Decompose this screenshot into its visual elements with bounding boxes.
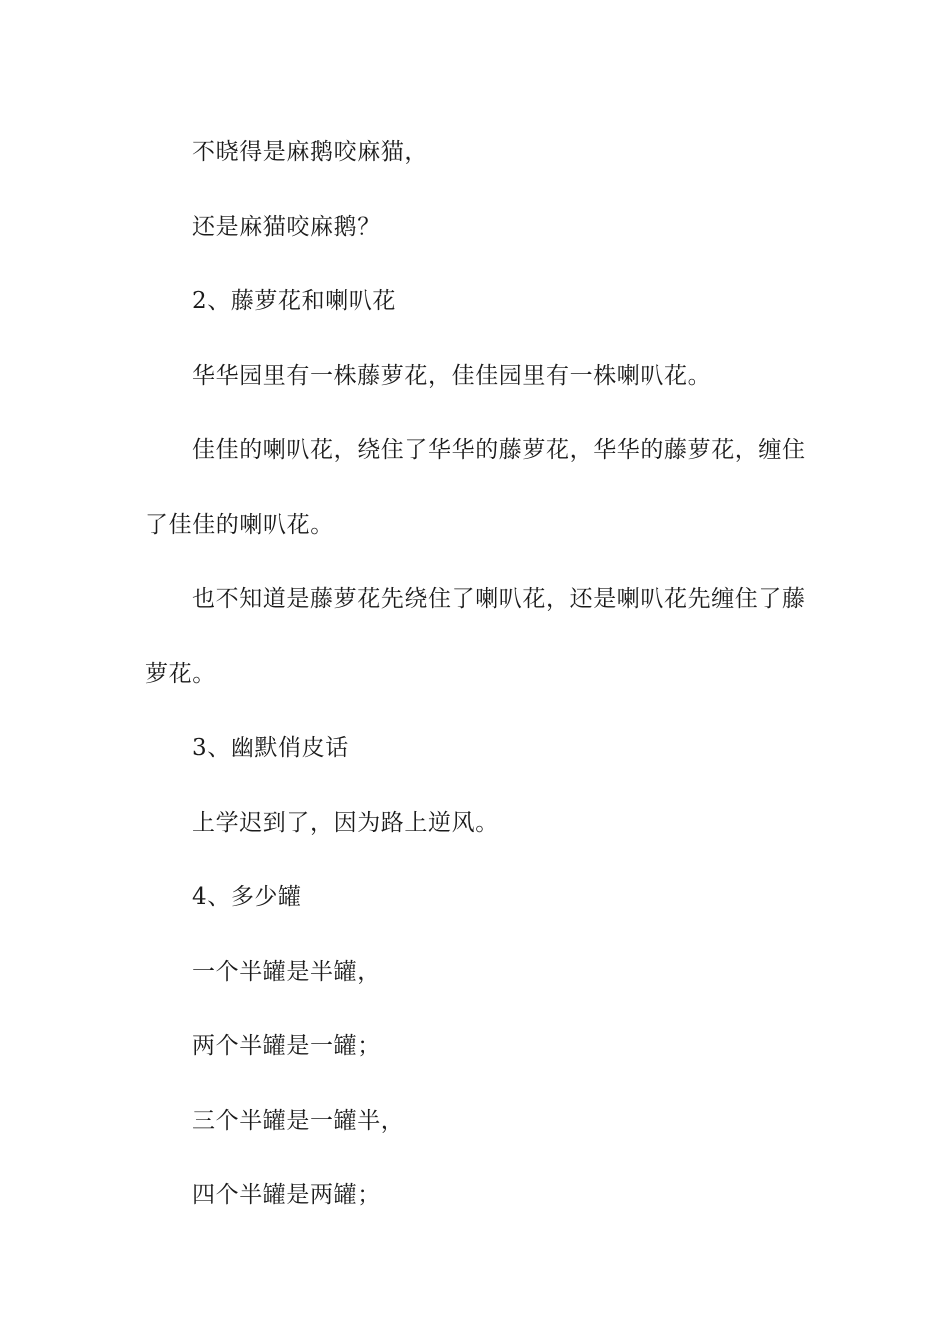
document-body — [145, 115, 810, 1233]
paragraph-5: 也不知道是藤萝花先绕住了喇叭花，还是喇叭花先缠住了藤萝花。 — [145, 586, 806, 687]
paragraph-10: 四个半罐是两罐； — [192, 1182, 381, 1208]
section-heading-2: 2、藤萝花和喇叭花 — [192, 288, 397, 314]
paragraph-6: 上学迟到了，因为路上逆风。 — [192, 809, 499, 836]
paragraph-9: 三个半罐是一罐半， — [192, 1107, 405, 1134]
paragraph-3: 华华园里有一株藤萝花，佳佳园里有一株喇叭花。 — [192, 362, 712, 389]
paragraph-4: 佳佳的喇叭花，绕住了华华的藤萝花，华华的藤萝花，缠住了佳佳的喇叭花。 — [145, 437, 806, 538]
paragraph-1: 不晓得是麻鹅咬麻猫， — [192, 139, 428, 165]
paragraph-2: 还是麻猫咬麻鹅？ — [192, 213, 381, 240]
section-heading-4: 4、多少罐 — [192, 884, 302, 910]
paragraph-8: 两个半罐是一罐； — [192, 1033, 381, 1059]
paragraph-7: 一个半罐是半罐， — [192, 958, 381, 985]
section-heading-3: 3、幽默俏皮话 — [192, 735, 349, 761]
